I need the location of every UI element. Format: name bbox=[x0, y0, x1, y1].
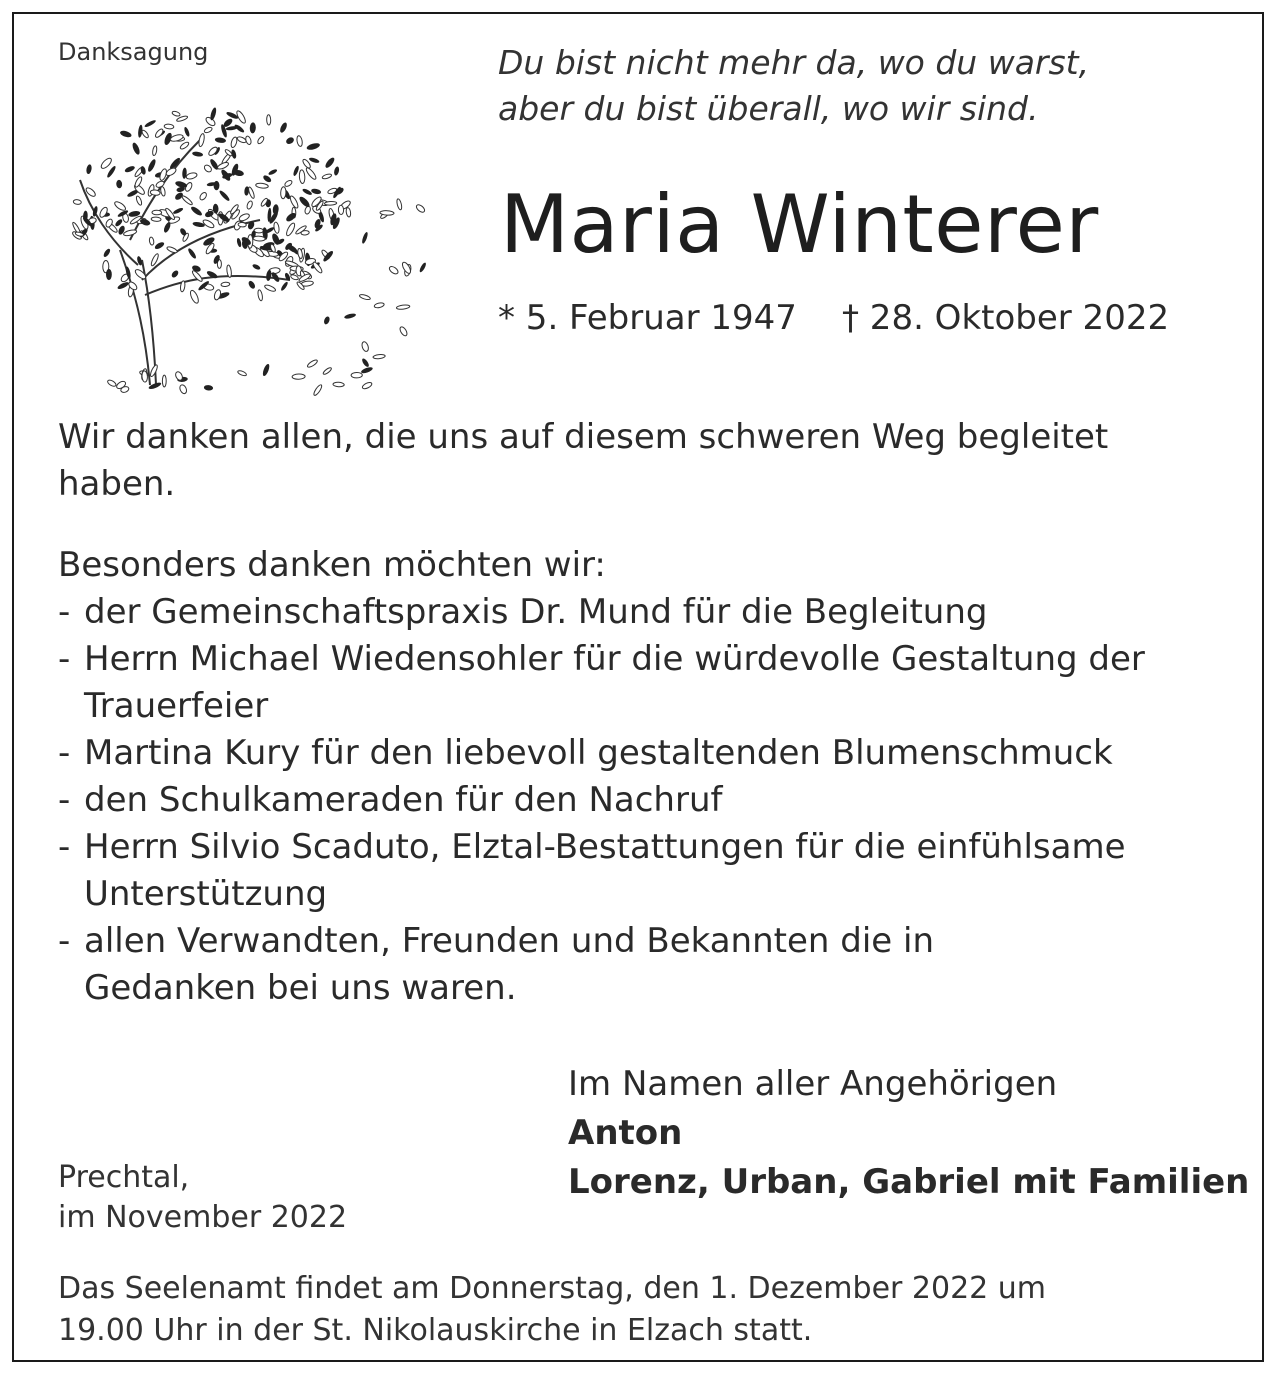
leaf-mark bbox=[154, 241, 166, 251]
leaf-mark bbox=[135, 195, 142, 205]
leaf-mark bbox=[238, 222, 247, 227]
service-note bbox=[58, 1268, 1046, 1352]
leaf-mark bbox=[187, 247, 197, 259]
place-date bbox=[58, 1158, 347, 1238]
leaf-mark bbox=[214, 181, 220, 190]
leaf-mark bbox=[190, 205, 203, 217]
leaf-mark bbox=[324, 156, 336, 169]
leaf-mark bbox=[252, 263, 261, 271]
leaf-mark bbox=[238, 212, 250, 222]
leaf-mark bbox=[221, 282, 230, 287]
leaf-mark bbox=[106, 165, 117, 179]
leaf-mark bbox=[360, 366, 373, 374]
leaf-mark bbox=[262, 363, 271, 377]
place-line-1: Prechtal, bbox=[58, 1160, 190, 1195]
leaf-mark bbox=[181, 195, 193, 206]
thanks-line-1: Wir danken allen, die uns auf diesem schweren Weg begleitet bbox=[58, 417, 1109, 457]
leaf-mark bbox=[322, 367, 332, 376]
leaf-mark bbox=[253, 236, 265, 241]
leaf-mark bbox=[284, 179, 293, 187]
leaf-mark bbox=[305, 167, 318, 181]
list-item: - der Gemeinschaftspraxis Dr. Mund für die Begleitung bbox=[58, 589, 1228, 636]
leaf-mark bbox=[236, 136, 246, 144]
leaf-mark bbox=[170, 269, 179, 278]
leaf-mark bbox=[255, 183, 268, 189]
quote-line-2: aber du bist überall, wo wir sind. bbox=[498, 89, 1039, 128]
place-line-2: im November 2022 bbox=[58, 1200, 348, 1235]
leaf-mark bbox=[236, 238, 242, 248]
leaf-mark bbox=[152, 210, 162, 215]
leaf-mark bbox=[361, 357, 370, 368]
leaf-mark bbox=[141, 129, 150, 138]
leaf-mark bbox=[374, 302, 385, 308]
leaf-mark bbox=[131, 142, 141, 156]
leaf-mark bbox=[179, 384, 188, 395]
leaf-mark bbox=[198, 133, 205, 147]
leaf-mark bbox=[306, 142, 321, 151]
list-dash: - bbox=[58, 639, 71, 679]
leaf-mark bbox=[142, 371, 148, 383]
leaf-mark bbox=[296, 135, 303, 147]
leaf-mark bbox=[247, 280, 256, 290]
leaf-mark bbox=[280, 281, 289, 292]
leaf-mark bbox=[204, 126, 213, 134]
quote-line-1: Du bist nicht mehr da, wo du warst, bbox=[498, 43, 1090, 82]
death-date: † 28. Oktober 2022 bbox=[842, 298, 1170, 338]
leaf-mark bbox=[172, 110, 181, 116]
list-item: - Martina Kury für den liebevoll gestaltenden Blumenschmuck bbox=[58, 730, 1228, 777]
leaf-mark bbox=[361, 231, 369, 244]
leaf-mark bbox=[202, 218, 215, 229]
leaf-mark bbox=[396, 198, 403, 210]
leaf-mark bbox=[113, 200, 127, 212]
leaf-mark bbox=[306, 359, 318, 369]
leaf-mark bbox=[154, 128, 164, 139]
service-note-line-1: Das Seelenamt findet am Donnerstag, den 1. Dezember 2022 um bbox=[58, 1271, 1047, 1306]
leaf-mark bbox=[322, 173, 332, 179]
leaf-mark bbox=[116, 180, 123, 189]
leaf-mark bbox=[323, 316, 331, 325]
leaf-mark bbox=[203, 164, 213, 174]
leaf-mark bbox=[257, 135, 265, 144]
leaf-mark bbox=[166, 246, 178, 254]
signer-family: Lorenz, Urban, Gabriel mit Familien bbox=[568, 1162, 1250, 1202]
leaf-mark bbox=[380, 210, 394, 215]
leaf-mark bbox=[73, 199, 82, 205]
leaf-mark bbox=[396, 304, 410, 310]
leaf-mark bbox=[262, 174, 272, 183]
signer-primary: Anton bbox=[568, 1113, 683, 1153]
leaf-mark bbox=[150, 189, 160, 195]
leaf-mark bbox=[311, 188, 322, 195]
list-dash: - bbox=[58, 921, 71, 961]
leaf-mark bbox=[257, 290, 263, 302]
leaf-mark bbox=[361, 341, 370, 352]
leaf-mark bbox=[214, 137, 226, 144]
wind-blown-tree-icon bbox=[50, 80, 440, 400]
leaf-mark bbox=[308, 157, 320, 164]
special-thanks-intro: Besonders danken möchten wir: bbox=[58, 545, 606, 585]
leaf-mark bbox=[313, 384, 323, 397]
leaf-mark bbox=[230, 136, 238, 148]
leaf-mark bbox=[144, 119, 157, 128]
leaf-mark bbox=[301, 230, 310, 235]
list-dash: - bbox=[58, 592, 71, 632]
signature-intro: Im Namen aller Angehörigen bbox=[568, 1064, 1058, 1104]
leaf-mark bbox=[106, 269, 112, 280]
leaf-mark bbox=[285, 136, 295, 145]
leaf-mark bbox=[388, 265, 399, 275]
list-item: - Herrn Silvio Scaduto, Elztal-Bestattungen für die einfühlsame Unterstützung bbox=[58, 824, 1184, 918]
leaf-mark bbox=[289, 195, 300, 209]
leaf-mark bbox=[207, 146, 218, 157]
leaf-mark bbox=[419, 262, 428, 273]
leaf-mark bbox=[213, 289, 221, 301]
leaf-mark bbox=[324, 201, 336, 205]
leaf-mark bbox=[183, 126, 190, 137]
leaf-mark bbox=[268, 168, 278, 176]
leaf-mark bbox=[333, 382, 344, 387]
list-dash: - bbox=[58, 827, 71, 867]
deceased-name: Maria Winterer bbox=[500, 178, 1099, 271]
leaf-mark bbox=[123, 229, 137, 237]
list-item: - allen Verwandten, Freunden und Bekannten die in Gedanken bei uns waren. bbox=[58, 918, 1044, 1012]
leaf-mark bbox=[359, 294, 371, 301]
leaf-mark bbox=[267, 115, 271, 125]
leaf-mark bbox=[224, 149, 233, 157]
leaf-mark bbox=[119, 130, 132, 139]
leaf-mark bbox=[160, 186, 166, 196]
leaf-mark bbox=[199, 191, 208, 201]
leaf-mark bbox=[333, 166, 340, 176]
leaf-mark bbox=[237, 370, 247, 377]
leaf-mark bbox=[272, 204, 279, 215]
leaf-mark bbox=[165, 167, 177, 178]
leaf-mark bbox=[299, 170, 305, 184]
leaf-mark bbox=[279, 122, 288, 134]
leaf-mark bbox=[192, 151, 204, 157]
leaf-mark bbox=[102, 248, 111, 258]
leaf-mark bbox=[149, 237, 155, 246]
leaf-mark bbox=[86, 164, 93, 175]
leaf-mark bbox=[100, 157, 113, 170]
leaf-mark bbox=[172, 207, 184, 215]
leaf-mark bbox=[151, 217, 161, 222]
list-item: - den Schulkameraden für den Nachruf bbox=[58, 777, 1228, 824]
leaf-mark bbox=[147, 158, 157, 172]
leaf-mark bbox=[149, 364, 158, 377]
leaf-mark bbox=[338, 205, 344, 214]
leaf-mark bbox=[179, 141, 190, 150]
leaf-mark bbox=[134, 268, 147, 281]
leaf-mark bbox=[373, 354, 386, 359]
leaf-mark bbox=[246, 200, 253, 209]
leaf-mark bbox=[285, 222, 296, 237]
leaf-mark bbox=[152, 146, 157, 156]
thanks-line-2: haben. bbox=[58, 464, 176, 504]
leaf-mark bbox=[280, 187, 286, 199]
leaf-mark bbox=[164, 124, 174, 129]
thanks-paragraph bbox=[58, 414, 1108, 508]
leaf-mark bbox=[346, 207, 352, 217]
leaf-mark bbox=[204, 385, 214, 391]
leaf-mark bbox=[399, 326, 409, 337]
signature-block bbox=[568, 1060, 1249, 1207]
birth-date: * 5. Februar 1947 bbox=[498, 298, 797, 338]
leaf-mark bbox=[186, 172, 198, 180]
leaf-mark bbox=[250, 122, 257, 133]
leaf-mark bbox=[189, 289, 200, 304]
leaf-mark bbox=[124, 165, 136, 174]
leaf-mark bbox=[415, 203, 426, 213]
leaf-mark bbox=[107, 379, 117, 388]
leaf-mark bbox=[344, 313, 357, 320]
leaf-mark bbox=[292, 374, 305, 380]
leaf-mark bbox=[162, 375, 166, 387]
leaf-mark bbox=[134, 176, 143, 188]
service-note-line-2: 19.00 Uhr in der St. Nikolauskirche in Elzach statt. bbox=[58, 1313, 813, 1348]
leaf-mark bbox=[361, 381, 372, 390]
leaf-mark bbox=[264, 284, 276, 293]
leaf-mark bbox=[218, 189, 230, 202]
leaf-mark bbox=[302, 188, 313, 196]
special-thanks-section bbox=[58, 542, 1228, 1012]
list-dash: - bbox=[58, 733, 71, 773]
thanks-list bbox=[58, 589, 1228, 1012]
leaf-mark bbox=[351, 372, 362, 378]
leaf-mark bbox=[292, 165, 300, 176]
list-dash: - bbox=[58, 780, 71, 820]
list-item: - Herrn Michael Wiedensohler für die würdevolle Gestaltung der Trauerfeier bbox=[58, 636, 1184, 730]
notice-type-label: Danksagung bbox=[58, 38, 209, 66]
